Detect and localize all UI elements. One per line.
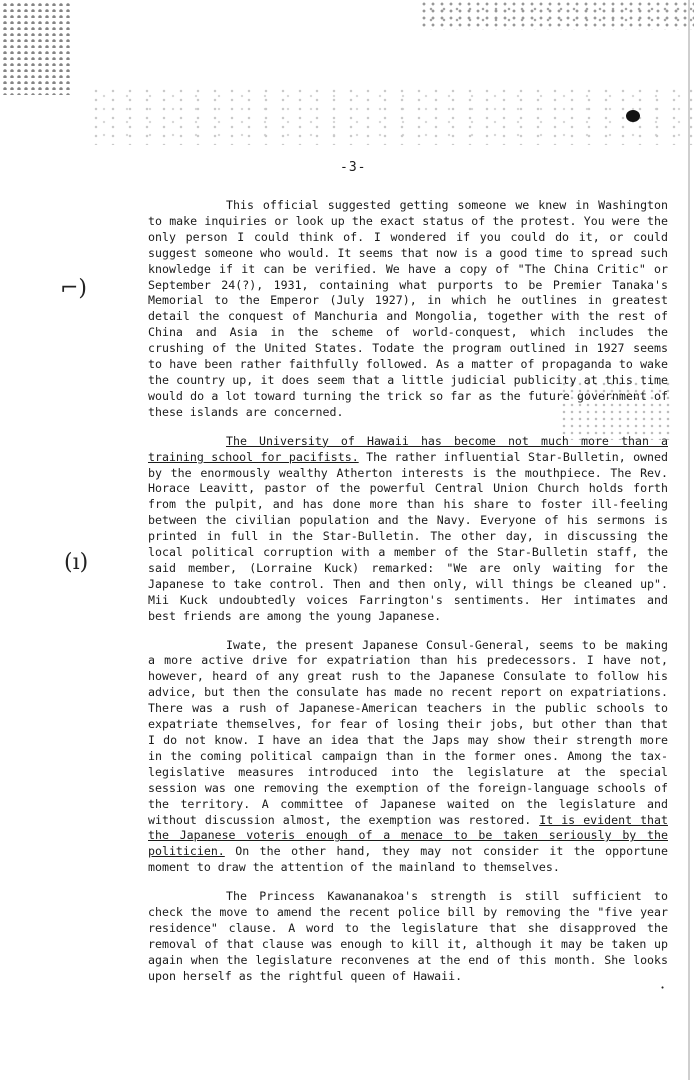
underlined-text: It is evident that the Japanese voteris enough of a menace to be taken seriously by the politicien. — [148, 812, 668, 859]
paragraph-text: Iwate, the present Japanese Consul-General, seems to be making a more active drive for expatriation than his predecessors. I have not, however, heard of any great rush to the Japanese Consulate to follow his advice, but then the consulate has made no recent report on expatriations. There was a rush of Japanese-American teachers in the public schools to expatriate themselves, for fear of losing their jobs, but other than that I do not know. I have an idea that the Japs may show their strength more in the coming political campaign than in the former ones. Among the tax-legislative measures introduced into the legislature at the special session was one removing the exemption of the foreign-language schools of the territory. A committee of Japanese waited on the legislature and without discussion almost, the exemption was restored. — [148, 637, 668, 827]
paragraph-text: The rather influential Star-Bulletin, owned by the enormously wealthy Atherton interests is the mouthpiece. The Rev. Horace Leavitt, pastor of the powerful Central Union Church holds forth from the pulpit, and has done more than his share to foster ill-feeling between the civilian population and the Navy. Everyone of his sermons is printed in full in the Star-Bulletin. The other day, in discussing the local political corruption with a member of the Star-Bulletin staff, the said member, (Lorraine Kuck) remarked: "We are only waiting for the Japanese to take control. Then and then only, will things be cleaned up". Mii Kuck undoubtedly voices Farrington's sentiments. Her intimates and best friends are among the young Japanese. — [148, 449, 668, 623]
page-number: -3- — [340, 160, 367, 175]
paragraph — [148, 198, 668, 421]
paragraph — [148, 889, 668, 984]
page-edge — [688, 0, 690, 1080]
margin-dot-mark: · — [660, 978, 666, 997]
letter-body — [148, 198, 668, 998]
scan-noise-band — [90, 85, 694, 145]
paragraph — [148, 638, 668, 877]
scan-noise-top-right — [420, 0, 694, 30]
margin-bracket-mark: ⌐) — [60, 276, 88, 301]
paragraph-text: The Princess Kawananakoa's strength is still sufficient to check the move to amend the recent police bill by removing the "five year residence" clause. A word to the legislature that she disapproved the removal of that clause was enough to kill it, although it may be taken up again when the legislature reconvenes at the end of this month. She looks upon herself as the rightful queen of Hawaii. — [148, 889, 668, 983]
margin-bracket-mark: (ı) — [64, 550, 89, 575]
paragraph — [148, 434, 668, 625]
paragraph-text: On the other hand, they may not consider it the opportune moment to draw the attention of the mainland to themselves. — [148, 844, 668, 875]
scan-noise-corner — [0, 0, 70, 95]
paragraph-text: This official suggested getting someone we knew in Washington to make inquiries or look up the exact status of the protest. You were the only person I could think of. I wondered if you could do it, or could suggest someone who would. It seems that now is a good time to spread such knowledge if it can be verified. We have a copy of "The China Critic" or September 24(?), 1931, containing what purports to be Premier Tanaka's Memorial to the Emperor (July 1927), in which he outlines in greatest detail the conquest of Manchuria and Mongolia, together with the rest of China and Asia in the scheme of world-conquest, which includes the crushing of the United States. Todate the program outlined in 1927 seems to have been rather faithfully followed. As a matter of propaganda to wake the country up, it does seem that a little judicial publicity at this time would do a lot toward turning the trick so far as the future government of these islands are concerned. — [148, 198, 668, 419]
underlined-text: The University of Hawaii has become not much more than a training school for pacifists. — [148, 433, 668, 464]
punch-hole-mark — [626, 110, 640, 122]
